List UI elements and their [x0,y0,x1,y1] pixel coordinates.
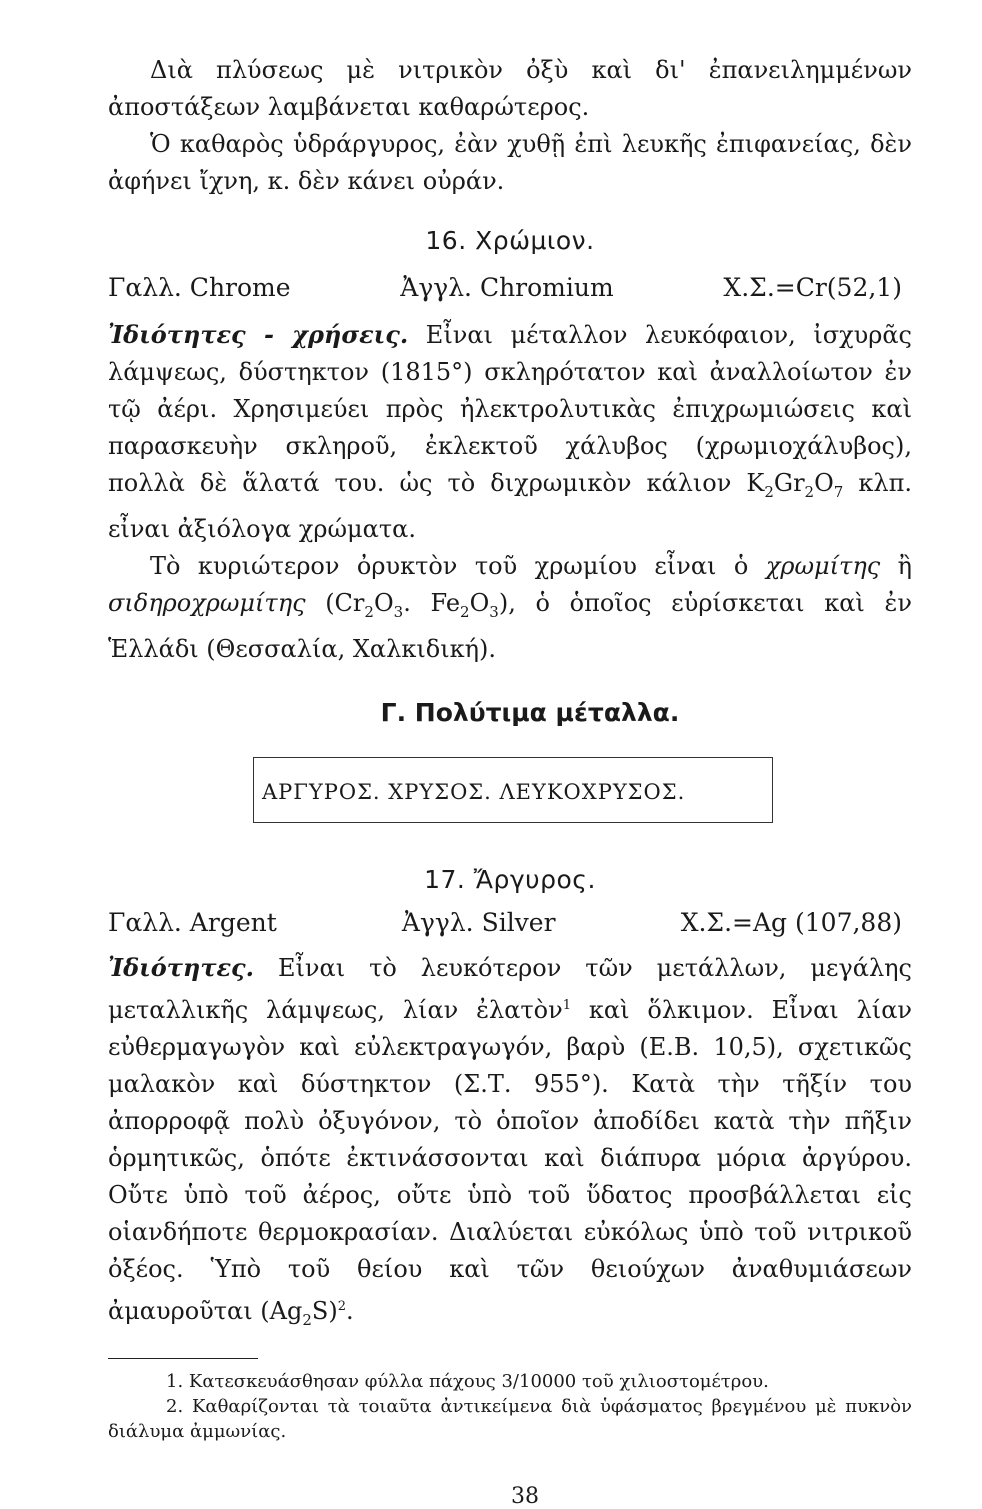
ore-text-end: ), ὁ ὁποῖος εὑρίσκεται καὶ ἐν Ἑλλάδι (Θεσσαλία, Χαλκιδική). [108,588,912,663]
chromium-properties-paragraph [108,316,912,548]
formula-part: Gr [773,469,805,497]
formula-sub: 3 [489,602,499,621]
silver-heading: 17. Ἄργυρος. [424,864,596,894]
footnote-2: 2. Καθαρίζονται τὰ τοιαῦτα ἀντικείμενα διὰ ὑφάσματος βρεγμένου μὲ πυκνὸν διάλυμα ἀμμωνίας. [108,1396,912,1443]
chromium-french-name: Γαλλ. Chrome [108,273,291,302]
footnote-rule [108,1358,258,1359]
chromium-properties-label: Ἰδιότητες - χρήσεις. [108,320,409,349]
formula-sub: 2 [804,482,815,501]
ore-name-ferrochromite: σιδηροχρωμίτης [108,588,306,617]
precious-metals-list: ΑΡΓΥΡΟΣ. ΧΡΥΣΟΣ. ΛΕΥΚΟΧΡΥΣΟΣ. [262,779,686,804]
ore-text: ἢ [880,551,913,580]
ore-name-chromite: χρωμίτης [765,551,881,580]
formula-part: S) [311,1296,338,1325]
formula-part: O [814,469,834,497]
silver-english-name: Ἀγγλ. Silver [401,907,556,937]
formula-part: O [469,588,490,617]
silver-names-row [108,908,912,937]
silver-properties-text: Εἶναι τὸ λευκότερον τῶν μετάλλων, μεγάλης μεταλλικῆς λάμψεως, λίαν ἐλατὸν [108,953,912,1024]
chromium-heading: 16. Χρώμιον. [425,226,595,255]
chromium-english-name: Ἀγγλ. Chromium [400,273,614,302]
precious-metals-box [253,757,773,823]
chromium-properties-text-end: κλπ. εἶναι ἀξιόλογα χρώματα. [108,469,912,543]
silver-properties-label: Ἰδιότητες. [108,952,255,982]
intro-paragraph-2: Ὁ καθαρὸς ὑδράργυρος, ἐὰν χυθῇ ἐπὶ λευκῆς ἐπιφανείας, δὲν ἀφήνει ἴχνη, κ. δὲν κάνει οὐράν. [108,130,912,195]
silver-properties-end: . [345,1296,354,1325]
formula-part: (Cr [305,588,365,617]
silver-properties-text: καὶ ὅλκιμον. Εἶναι λίαν εὐθερμαγωγὸν καὶ εὐλεκτραγωγόν, βαρὺ (Ε.Β. 10,5), σχετικῶς μαλακὸν καὶ δύστηκτον (Σ.Τ. 955°). Κατὰ τὴν τῆξίν του ἀπορροφᾷ πολὺ ὀξυγόνον, τὸ ὁποῖον ἀποδίδει κατὰ τὴν πῆξιν ὁρμητικῶς, ὁπότε ἐκτινάσσονται καὶ διάπυρα μόρια ἀργύρου. Οὔτε ὑπὸ τοῦ ἀέρος, οὔτε ὑπὸ τοῦ ὕδατος προσβάλλεται εἰς οἱανδήποτε θερμοκρασίαν. Διαλύεται εὐκόλως ὑπὸ τοῦ νιτρικοῦ ὀξέος. Ὑπὸ τοῦ θείου καὶ τῶν θειούχων ἀναθυμιάσεων ἀμαυροῦται (Ag [108,995,913,1325]
formula-sub: 2 [364,602,374,621]
intro-paragraph-1: Διὰ πλύσεως μὲ νιτρικὸν ὀξὺ καὶ δι' ἐπανειλημμένων ἀποστάξεων λαμβάνεται καθαρώτερος. [108,56,912,121]
chromium-symbol: Χ.Σ.=Cr(52,1) [723,273,902,302]
formula-sub: 7 [833,482,844,501]
page-number: 38 [511,1484,539,1509]
chromium-properties-text: Εἶναι μέταλλον λευκόφαιον, ἰσχυρᾶς λάμψεως, δύστηκτον (1815°) σκληρότατον καὶ ἀναλλοίωτον ἐν τῷ ἀέρι. Χρησιμεύει πρὸς ἠλεκτρολυτικὰς ἐπιχρωμιώσεις καὶ παρασκευὴν σκληροῦ, ἐκλεκτοῦ χάλυβος (χρωμιοχάλυβος), πολλὰ δὲ ἅλατά του. ὡς τὸ διχρωμικὸν κάλιον K [108,321,913,497]
ore-text: Τὸ κυριώτερον ὀρυκτὸν τοῦ χρωμίου εἶναι ὁ [150,551,766,580]
chromium-ore-paragraph [108,548,912,668]
silver-french-name: Γαλλ. Argent [108,907,277,937]
formula-part: O [373,588,394,617]
chromium-names-row [108,273,912,302]
footnote-mark-2: 2 [337,1298,346,1314]
silver-symbol: Χ.Σ.=Ag (107,88) [680,907,902,937]
formula-sub: 3 [393,602,404,621]
formula-part: . Fe [403,588,461,617]
formula-sub: 2 [460,602,470,621]
silver-properties-paragraph [108,949,912,1339]
footnote-mark-1: 1 [562,997,572,1013]
footnote-1: 1. Κατεσκευάσθησαν φύλλα πάχους 3/10000 τοῦ χιλιοστομέτρου. [166,1371,769,1393]
formula-sub: 2 [302,1310,312,1329]
precious-metals-section-title: Γ. Πολύτιμα μέταλλα. [380,697,680,727]
formula-sub: 2 [764,482,774,501]
